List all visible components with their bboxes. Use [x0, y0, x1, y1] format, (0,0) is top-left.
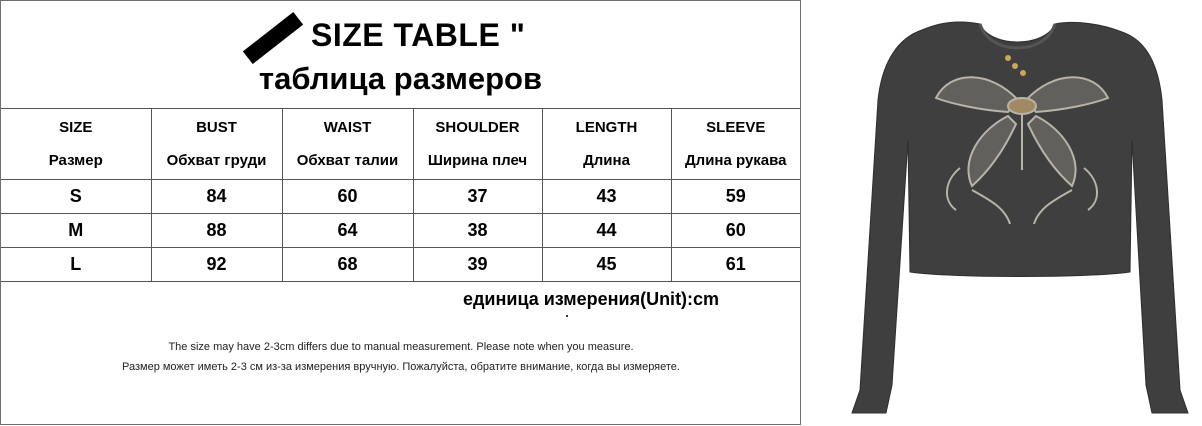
title-row [241, 15, 525, 55]
crop-top-illustration [840, 0, 1202, 426]
header-cell-waist [282, 109, 413, 180]
cell-size: S [1, 180, 151, 214]
header-en: SHOULDER [435, 119, 520, 136]
header-ru: Размер [48, 152, 103, 169]
table-row-s [1, 180, 800, 214]
header-ru: Обхват талии [296, 152, 399, 169]
cell-length: 45 [542, 248, 671, 282]
cell-waist: 60 [282, 180, 413, 214]
header-ru: Ширина плеч [427, 152, 528, 169]
header-ru: Длина [583, 152, 630, 169]
header-en: WAIST [323, 119, 372, 136]
cell-shoulder: 38 [413, 214, 542, 248]
cell-sleeve: 61 [671, 248, 800, 282]
disclaimer-russian: Размер может иметь 2-3 см из-за измерения вручную. Пожалуйста, обратите внимание, когда вы измеряете. [122, 361, 680, 373]
cell-waist: 64 [282, 214, 413, 248]
cell-length: 44 [542, 214, 671, 248]
disclaimer [1, 337, 801, 377]
page-title: SIZE TABLE " [311, 16, 526, 53]
cell-size: L [1, 248, 151, 282]
cell-shoulder: 37 [413, 180, 542, 214]
unit-note: единица измерения(Unit):cm [463, 289, 720, 309]
cell-sleeve: 60 [671, 214, 800, 248]
button [1020, 70, 1026, 76]
cell-size: M [1, 214, 151, 248]
table-row-l [1, 248, 800, 282]
page-subtitle: таблица размеров [258, 61, 543, 96]
header-en: SIZE [59, 119, 93, 136]
garment-body [852, 22, 1188, 413]
header-cell-sleeve [671, 109, 800, 180]
cell-shoulder: 39 [413, 248, 542, 282]
button [1005, 55, 1011, 61]
disclaimer-english: The size may have 2-3cm differs due to manual measurement. Please note when you measure. [168, 341, 634, 353]
cell-sleeve: 59 [671, 180, 800, 214]
table-row-m [1, 214, 800, 248]
cell-bust: 92 [151, 248, 282, 282]
divider-dot [566, 315, 568, 317]
header-ru: Обхват груди [166, 152, 267, 169]
cell-waist: 68 [282, 248, 413, 282]
header-cell-size [1, 109, 151, 180]
header-row [1, 109, 800, 180]
header-cell-shoulder [413, 109, 542, 180]
header-cell-bust [151, 109, 282, 180]
header-ru: Длина рукава [684, 152, 787, 169]
header-en: LENGTH [575, 119, 638, 136]
button [1012, 63, 1018, 69]
product-image [840, 0, 1202, 426]
title-slash-decoration [243, 12, 303, 64]
cell-bust: 88 [151, 214, 282, 248]
header-en: SLEEVE [706, 119, 766, 136]
cell-bust: 84 [151, 180, 282, 214]
size-table [1, 108, 800, 282]
header-cell-length [542, 109, 671, 180]
header-en: BUST [196, 119, 237, 136]
cell-length: 43 [542, 180, 671, 214]
